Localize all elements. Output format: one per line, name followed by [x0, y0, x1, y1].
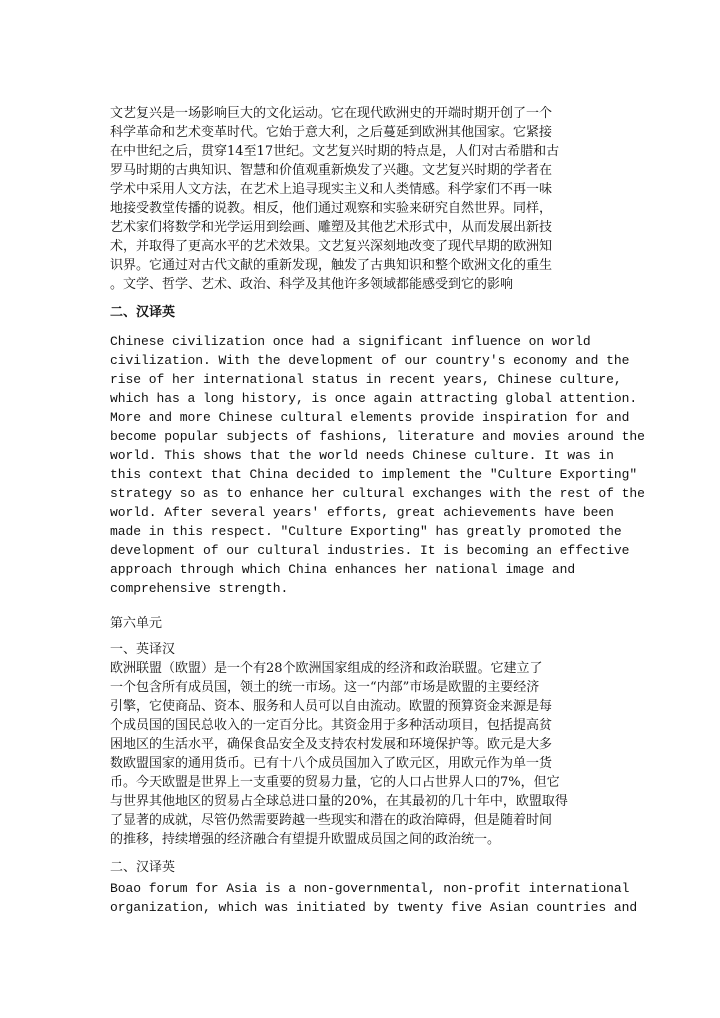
text-line: 个成员国的国民总收入的一定百分比。其资金用于多种活动项目，包括提高贫 — [110, 718, 553, 733]
text-line: 引擎，它使商品、资本、服务和人员可以自由流动。欧盟的预算资金来源是每 — [110, 699, 553, 714]
text-line: 困地区的生活水平，确保食品安全及支持农村发展和环境保护等。欧元是大多 — [110, 737, 553, 752]
text-line: strategy so as to enhance her cultural exchanges with the rest of the — [110, 486, 645, 501]
section-heading: 一、英译汉 — [110, 642, 176, 657]
text-line: 币。今天欧盟是世界上一支重要的贸易力量，它的人口占世界人口的7%，但它 — [110, 775, 560, 790]
unit-title: 第六单元 — [110, 616, 163, 631]
text-line: Boao forum for Asia is a non-governmental, non-profit international — [110, 881, 630, 896]
text-line: rise of her international status in recent years, Chinese culture, — [110, 372, 622, 387]
text-line: organization, which was initiated by twenty five Asian countries and — [110, 900, 638, 915]
text-line: 欧洲联盟（欧盟）是一个有28个欧洲国家组成的经济和政治联盟。它建立了 — [110, 661, 543, 676]
chinese-culture-paragraph — [110, 332, 645, 598]
text-line: 学术中采用人文方法，在艺术上追寻现实主义和人类情感。科学家们不再一味 — [110, 182, 553, 197]
text-line: which has a long history, is once again attracting global attention. — [110, 391, 638, 406]
text-line: civilization. With the development of our country's economy and the — [110, 353, 630, 368]
text-line: More and more Chinese cultural elements provide inspiration for and — [110, 410, 630, 425]
text-line: made in this respect. "Culture Exporting" has greatly promoted the — [110, 524, 622, 539]
text-line: this context that China decided to implement the "Culture Exporting" — [110, 467, 638, 482]
text-line: Chinese civilization once had a significant influence on world — [110, 334, 591, 349]
text-line: 数欧盟国家的通用货币。已有十八个成员国加入了欧元区，用欧元作为单一货 — [110, 756, 553, 771]
text-line: development of our cultural industries. It is becoming an effective — [110, 543, 630, 558]
text-line: 的推移，持续增强的经济融合有望提升欧盟成员国之间的政治统一。 — [110, 832, 501, 847]
text-line: 。文学、哲学、艺术、政治、科学及其他许多领域都能感受到它的影响 — [110, 277, 514, 292]
text-line: 罗马时期的古典知识、智慧和价值观重新焕发了兴趣。文艺复兴时期的学者在 — [110, 163, 553, 178]
text-line: approach through which China enhances her national image and — [110, 562, 576, 577]
renaissance-paragraph — [110, 104, 559, 294]
text-line: world. This shows that the world needs Chinese culture. It was in — [110, 448, 614, 463]
section-heading: 二、汉译英 — [110, 860, 176, 875]
section-heading: 二、汉译英 — [110, 305, 176, 320]
text-line: world. After several years' efforts, great achievements have been — [110, 505, 614, 520]
text-line: 在中世纪之后，贯穿14至17世纪。文艺复兴时期的特点是，人们对古希腊和古 — [110, 144, 560, 159]
text-line: 地接受教堂传播的说教。相反，他们通过观察和实验来研究自然世界。同样， — [110, 201, 553, 216]
text-line: 一个包含所有成员国，领土的统一市场。这一“内部”市场是欧盟的主要经济 — [110, 680, 540, 695]
text-line: 与世界其他地区的贸易占全球总进口量的20%，在其最初的几十年中，欧盟取得 — [110, 794, 568, 809]
text-line: 科学革命和艺术变革时代。它始于意大利，之后蔓延到欧洲其他国家。它紧接 — [110, 125, 553, 140]
text-line: 识界。它通过对古代文献的重新发现，触发了古典知识和整个欧洲文化的重生 — [110, 258, 553, 273]
text-line: 术，并取得了更高水平的艺术效果。文艺复兴深刻地改变了现代早期的欧洲知 — [110, 239, 553, 254]
text-line: 文艺复兴是一场影响巨大的文化运动。它在现代欧洲史的开端时期开创了一个 — [110, 106, 553, 121]
boao-paragraph — [110, 879, 637, 917]
eu-paragraph — [110, 659, 568, 849]
text-line: comprehensive strength. — [110, 581, 289, 596]
text-line: 艺术家们将数学和光学运用到绘画、雕塑及其他艺术形式中，从而发展出新技 — [110, 220, 553, 235]
text-line: become popular subjects of fashions, literature and movies around the — [110, 429, 645, 444]
text-line: 了显著的成就，尽管仍然需要跨越一些现实和潜在的政治障碍，但是随着时间 — [110, 813, 553, 828]
